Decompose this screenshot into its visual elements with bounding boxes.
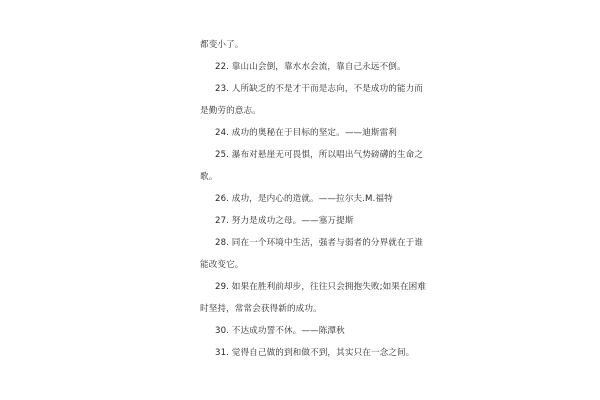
quote-25: 25. 瀑布对悬崖无可畏惧，所以唱出气势磅礴的生命之 bbox=[215, 150, 424, 160]
quote-list bbox=[200, 34, 440, 364]
quote-26: 26. 成功，是内心的造就。——拉尔夫.M.福特 bbox=[215, 194, 393, 204]
quote-28-continued: 能改变它。 bbox=[200, 260, 244, 270]
quote-27: 27. 努力是成功之母。——塞万提斯 bbox=[215, 216, 354, 226]
text-line-1: 都变小了。 bbox=[200, 40, 244, 50]
quote-22: 22. 靠山山会倒，靠水水会流，靠自己永远不倒。 bbox=[215, 62, 406, 72]
quote-30: 30. 不达成功誓不休。——陈潭秋 bbox=[215, 326, 345, 336]
quote-31: 31. 觉得自己做的到和做不到，其实只在一念之间。 bbox=[215, 348, 415, 358]
quote-28: 28. 同在一个环境中生活，强者与弱者的分界就在于谁 bbox=[215, 238, 424, 248]
quote-29-continued: 时坚持，常常会获得新的成功。 bbox=[200, 304, 322, 314]
quote-24: 24. 成功的奥秘在于目标的坚定。——迪斯雷利 bbox=[215, 128, 397, 138]
quote-25-continued: 歌。 bbox=[200, 172, 218, 182]
quote-23-continued: 是勤劳的意志。 bbox=[200, 106, 261, 116]
quote-29: 29. 如果在胜利前却步，往往只会拥抱失败;如果在困难 bbox=[215, 282, 427, 292]
quote-23: 23. 人所缺乏的不是才干而是志向，不是成功的能力而 bbox=[215, 84, 424, 94]
